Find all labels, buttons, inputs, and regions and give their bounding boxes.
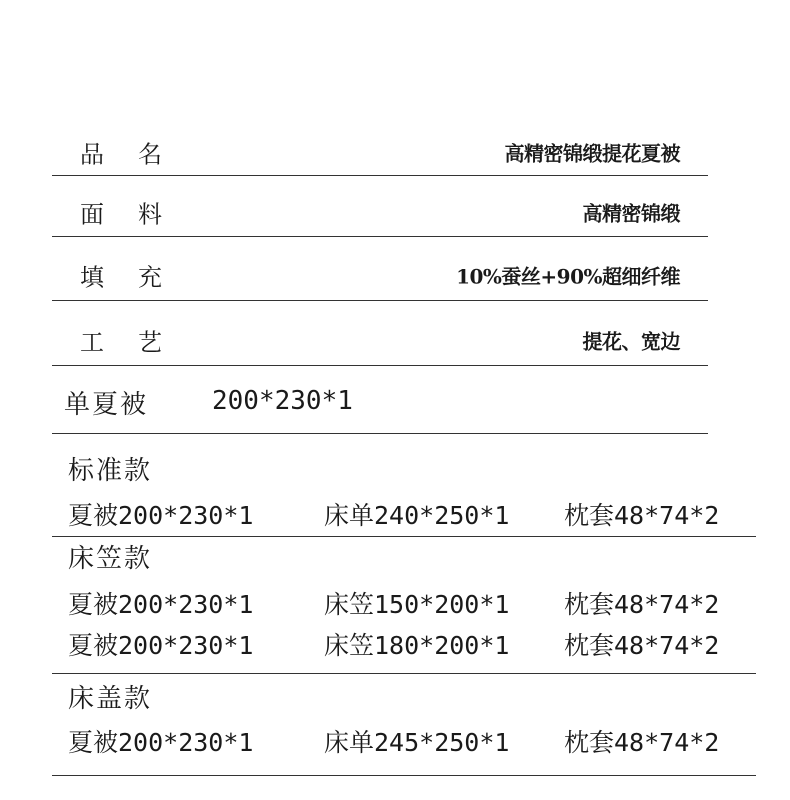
package-item: 枕套48*74*2: [564, 728, 720, 757]
spec-label: 填充: [80, 263, 196, 292]
package-item: 床笠150*200*1: [324, 590, 510, 619]
spec-value: 10%蚕丝+90%超细纤维: [456, 264, 680, 289]
package-title-standard: 标准款: [68, 456, 153, 486]
package-item: 床笠180*200*1: [324, 631, 510, 660]
package-title-fitted: 床笠款: [68, 544, 153, 574]
package-item: 夏被200*230*1: [68, 501, 254, 530]
divider: [52, 365, 708, 366]
single-quilt-label: 单夏被: [64, 390, 149, 420]
divider: [52, 300, 708, 301]
spec-row-craft: [52, 310, 708, 370]
single-quilt-size: 200*230*1: [212, 386, 353, 416]
divider: [52, 673, 756, 674]
package-line: [68, 723, 758, 757]
package-line: [68, 496, 758, 530]
spec-row-name: [52, 122, 708, 182]
spec-value: 高精密锦缎提花夏被: [504, 141, 680, 166]
package-item: 枕套48*74*2: [564, 590, 720, 619]
spec-label: 品名: [80, 140, 196, 169]
spec-row-fabric: [52, 182, 708, 242]
divider: [52, 775, 756, 776]
package-line: [68, 626, 758, 660]
spec-row-filling: [52, 245, 708, 305]
spec-value: 提花、宽边: [582, 329, 680, 354]
spec-label: 工艺: [80, 328, 196, 357]
spec-label: 面料: [80, 200, 196, 229]
package-title-bedspread: 床盖款: [68, 684, 153, 714]
spec-value: 高精密锦缎: [582, 201, 680, 226]
package-item: 夏被200*230*1: [68, 631, 254, 660]
package-item: 枕套48*74*2: [564, 631, 720, 660]
package-item: 床单240*250*1: [324, 501, 510, 530]
package-item: 床单245*250*1: [324, 728, 510, 757]
divider: [52, 175, 708, 176]
divider: [52, 433, 708, 434]
divider: [52, 236, 708, 237]
package-item: 夏被200*230*1: [68, 728, 254, 757]
package-line: [68, 585, 758, 619]
divider: [52, 536, 756, 537]
package-item: 夏被200*230*1: [68, 590, 254, 619]
package-item: 枕套48*74*2: [564, 501, 720, 530]
